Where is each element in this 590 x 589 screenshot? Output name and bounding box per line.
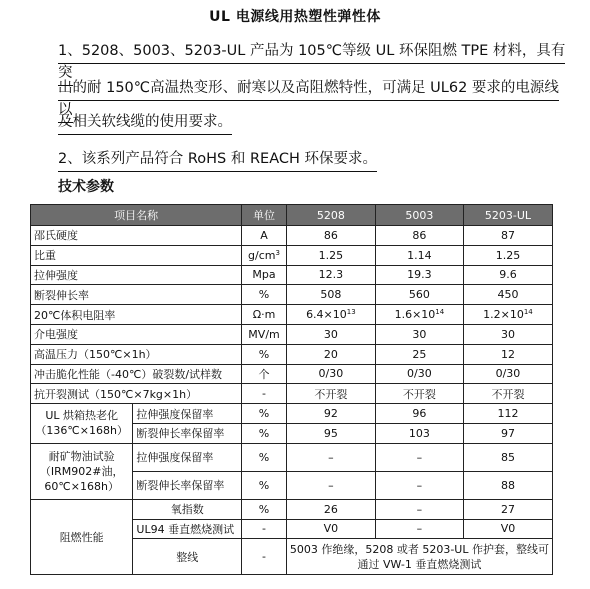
table-row: 拉伸强度 Mpa 12.3 19.3 9.6 [31, 265, 553, 285]
table-row: 整线 - 5003 作绝缘，5208 或者 5203-UL 作护套，整线可 通过 VW-1 垂直燃烧测试 [31, 539, 553, 575]
paragraph-1-line-3: 及相关软线缆的使用要求。 [58, 111, 568, 133]
group-flame: 阻燃性能 [31, 499, 133, 575]
group-oil: 耐矿物油试验 （IRM902#油， 60℃×168h） [31, 443, 133, 499]
table-row: 邵氏硬度 A 86 86 87 [31, 226, 553, 246]
header-item: 项目名称 [31, 205, 242, 226]
table-row: 断裂伸长率保留率 % – – 88 [31, 471, 553, 499]
table-row: 抗开裂测试（150℃×7kg×1h） - 不开裂 不开裂 不开裂 [31, 384, 553, 404]
group-aging: UL 烘箱热老化 （136℃×168h） [31, 404, 133, 444]
table-row: 比重 $g/cm^3$ 1.25 1.14 1.25 [31, 245, 553, 265]
spec-table [30, 204, 553, 575]
flame-note: 5003 作绝缘，5208 或者 5203-UL 作护套，整线可 通过 VW-1 垂直燃烧测试 [286, 539, 552, 575]
table-row: 20℃体积电阻率 Ω·m $6.4\times 10^{13}$ $1.6\times 10^{14}$ $1.2\times 10^{14}$ [31, 305, 553, 325]
document-title: UL 电源线用热塑性弹性体 [209, 9, 381, 25]
header-5203ul: 5203-UL [463, 205, 552, 226]
table-row: 冲击脆化性能（-40℃）破裂数/试样数 个 0/30 0/30 0/30 [31, 364, 553, 384]
table-row: UL 烘箱热老化 （136℃×168h） 拉伸强度保留率 % 92 96 112 [31, 404, 553, 424]
table-row: 介电强度 MV/m 30 30 30 [31, 324, 553, 344]
header-5208: 5208 [286, 205, 375, 226]
paragraph-2: 2、该系列产品符合 RoHS 和 REACH 环保要求。 [58, 148, 568, 170]
table-row: 断裂伸长率保留率 % 95 103 97 [31, 423, 553, 443]
table-row: 阻燃性能 氧指数 % 26 – 27 [31, 499, 553, 519]
header-unit: 单位 [242, 205, 287, 226]
header-5003: 5003 [375, 205, 463, 226]
table-row: 断裂伸长率 % 508 560 450 [31, 285, 553, 305]
table-row: 耐矿物油试验 （IRM902#油， 60℃×168h） 拉伸强度保留率 % – – 85 [31, 443, 553, 471]
section-title: 技术参数 [58, 179, 114, 195]
table-row: 高温压力（150℃×1h） % 20 25 12 [31, 344, 553, 364]
table-row: UL94 垂直燃烧测试 - V0 – V0 [31, 519, 553, 539]
paragraph-1-line-1: 1、5208、5003、5203-UL 产品为 105℃等级 UL 环保阻燃 TPE 材料，具有突 [58, 40, 568, 84]
paragraph-1-line-2: 出的耐 150℃高温热变形、耐寒以及高阻燃特性，可满足 UL62 要求的电源线以 [58, 77, 568, 121]
table-header-row [31, 205, 553, 226]
